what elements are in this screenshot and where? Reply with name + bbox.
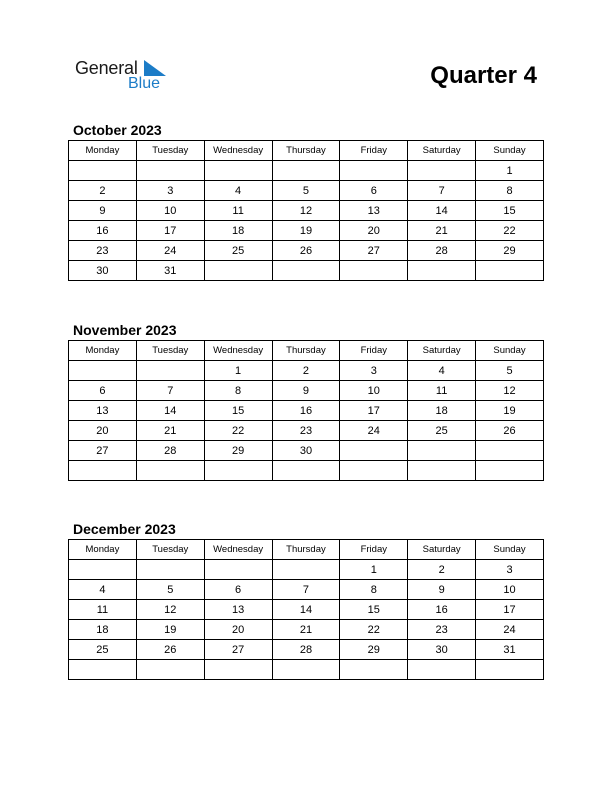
month-november	[68, 320, 544, 481]
day-cell: 18	[204, 221, 272, 241]
week-row	[69, 660, 544, 680]
day-cell: 25	[408, 421, 476, 441]
day-cell: 28	[136, 441, 204, 461]
weekday-header: Saturday	[408, 341, 476, 361]
day-cell: 14	[272, 600, 340, 620]
weekday-header: Friday	[340, 341, 408, 361]
day-cell: 10	[340, 381, 408, 401]
day-cell: 1	[476, 161, 544, 181]
day-cell: 15	[204, 401, 272, 421]
day-cell	[204, 261, 272, 281]
day-cell	[340, 461, 408, 481]
day-cell: 4	[69, 580, 137, 600]
weekday-header: Monday	[69, 341, 137, 361]
day-cell	[272, 261, 340, 281]
day-cell	[408, 461, 476, 481]
day-cell: 21	[136, 421, 204, 441]
day-cell: 29	[204, 441, 272, 461]
day-cell: 22	[476, 221, 544, 241]
day-cell: 23	[69, 241, 137, 261]
day-cell	[136, 560, 204, 580]
day-cell: 3	[476, 560, 544, 580]
day-cell	[272, 161, 340, 181]
calendar-table	[68, 539, 544, 680]
weekday-header: Tuesday	[136, 341, 204, 361]
day-cell: 14	[408, 201, 476, 221]
day-cell: 16	[69, 221, 137, 241]
day-cell	[204, 660, 272, 680]
day-cell: 11	[69, 600, 137, 620]
weekday-header: Saturday	[408, 540, 476, 560]
day-cell: 16	[408, 600, 476, 620]
day-cell: 27	[340, 241, 408, 261]
week-row	[69, 181, 544, 201]
weekday-header: Sunday	[476, 540, 544, 560]
day-cell	[204, 461, 272, 481]
day-cell: 22	[340, 620, 408, 640]
weekday-header-row	[69, 540, 544, 560]
day-cell: 15	[340, 600, 408, 620]
day-cell: 12	[476, 381, 544, 401]
day-cell	[476, 461, 544, 481]
weekday-header: Thursday	[272, 141, 340, 161]
day-cell	[408, 660, 476, 680]
day-cell: 31	[476, 640, 544, 660]
day-cell	[476, 261, 544, 281]
day-cell: 3	[136, 181, 204, 201]
day-cell: 24	[340, 421, 408, 441]
day-cell: 19	[476, 401, 544, 421]
day-cell	[272, 660, 340, 680]
day-cell	[340, 660, 408, 680]
day-cell: 9	[408, 580, 476, 600]
day-cell: 31	[136, 261, 204, 281]
day-cell: 29	[476, 241, 544, 261]
day-cell	[340, 261, 408, 281]
week-row	[69, 620, 544, 640]
day-cell	[204, 560, 272, 580]
day-cell: 1	[340, 560, 408, 580]
day-cell: 30	[69, 261, 137, 281]
week-row	[69, 381, 544, 401]
day-cell	[136, 461, 204, 481]
day-cell: 21	[408, 221, 476, 241]
day-cell: 24	[136, 241, 204, 261]
day-cell: 1	[204, 361, 272, 381]
day-cell: 17	[340, 401, 408, 421]
weekday-header: Wednesday	[204, 141, 272, 161]
weekday-header: Wednesday	[204, 540, 272, 560]
day-cell: 16	[272, 401, 340, 421]
day-cell: 12	[272, 201, 340, 221]
weekday-header: Thursday	[272, 540, 340, 560]
month-title: October 2023	[73, 122, 162, 138]
day-cell: 6	[204, 580, 272, 600]
weekday-header-row	[69, 341, 544, 361]
day-cell: 15	[476, 201, 544, 221]
day-cell: 20	[69, 421, 137, 441]
day-cell: 11	[204, 201, 272, 221]
logo-triangle-icon	[144, 60, 166, 76]
month-title: December 2023	[73, 521, 176, 537]
day-cell	[476, 441, 544, 461]
day-cell: 5	[476, 361, 544, 381]
day-cell: 7	[136, 381, 204, 401]
week-row	[69, 600, 544, 620]
day-cell: 9	[272, 381, 340, 401]
day-cell: 8	[204, 381, 272, 401]
logo-text-general: General	[75, 58, 138, 78]
day-cell: 18	[408, 401, 476, 421]
day-cell: 5	[272, 181, 340, 201]
calendar-table	[68, 140, 544, 281]
page-title: Quarter 4	[430, 62, 537, 89]
weekday-header: Tuesday	[136, 141, 204, 161]
day-cell: 19	[272, 221, 340, 241]
day-cell: 30	[408, 640, 476, 660]
day-cell: 2	[272, 361, 340, 381]
day-cell: 13	[204, 600, 272, 620]
week-row	[69, 401, 544, 421]
day-cell: 22	[204, 421, 272, 441]
day-cell: 28	[408, 241, 476, 261]
day-cell: 20	[204, 620, 272, 640]
day-cell: 4	[204, 181, 272, 201]
day-cell	[69, 461, 137, 481]
week-row	[69, 640, 544, 660]
day-cell: 6	[69, 381, 137, 401]
weekday-header: Monday	[69, 141, 137, 161]
day-cell	[69, 560, 137, 580]
day-cell: 23	[272, 421, 340, 441]
day-cell: 27	[204, 640, 272, 660]
week-row	[69, 441, 544, 461]
day-cell: 13	[340, 201, 408, 221]
weekday-header: Sunday	[476, 341, 544, 361]
week-row	[69, 560, 544, 580]
day-cell: 20	[340, 221, 408, 241]
day-cell: 26	[272, 241, 340, 261]
week-row	[69, 580, 544, 600]
calendar-table	[68, 340, 544, 481]
day-cell: 10	[136, 201, 204, 221]
weekday-header: Monday	[69, 540, 137, 560]
logo-text-blue: Blue	[128, 75, 161, 92]
weekday-header: Saturday	[408, 141, 476, 161]
weekday-header: Thursday	[272, 341, 340, 361]
weekday-header: Sunday	[476, 141, 544, 161]
day-cell: 11	[408, 381, 476, 401]
day-cell: 14	[136, 401, 204, 421]
week-row	[69, 461, 544, 481]
day-cell: 8	[340, 580, 408, 600]
day-cell: 18	[69, 620, 137, 640]
week-row	[69, 201, 544, 221]
day-cell: 10	[476, 580, 544, 600]
day-cell: 24	[476, 620, 544, 640]
day-cell: 12	[136, 600, 204, 620]
day-cell: 3	[340, 361, 408, 381]
day-cell	[136, 161, 204, 181]
day-cell	[476, 660, 544, 680]
weekday-header-row	[69, 141, 544, 161]
weekday-header: Wednesday	[204, 341, 272, 361]
day-cell	[408, 441, 476, 461]
month-title: November 2023	[73, 322, 177, 338]
month-december	[68, 519, 544, 680]
day-cell: 17	[476, 600, 544, 620]
day-cell	[408, 161, 476, 181]
day-cell: 2	[408, 560, 476, 580]
day-cell: 30	[272, 441, 340, 461]
day-cell: 8	[476, 181, 544, 201]
week-row	[69, 161, 544, 181]
day-cell: 6	[340, 181, 408, 201]
day-cell: 5	[136, 580, 204, 600]
day-cell	[69, 361, 137, 381]
day-cell	[136, 660, 204, 680]
week-row	[69, 261, 544, 281]
logo	[75, 58, 185, 98]
day-cell	[272, 461, 340, 481]
day-cell	[272, 560, 340, 580]
day-cell: 26	[476, 421, 544, 441]
day-cell	[204, 161, 272, 181]
day-cell	[69, 161, 137, 181]
day-cell: 26	[136, 640, 204, 660]
weekday-header: Friday	[340, 141, 408, 161]
week-row	[69, 221, 544, 241]
week-row	[69, 361, 544, 381]
day-cell: 21	[272, 620, 340, 640]
day-cell: 29	[340, 640, 408, 660]
day-cell	[408, 261, 476, 281]
day-cell: 17	[136, 221, 204, 241]
day-cell	[340, 161, 408, 181]
day-cell: 25	[69, 640, 137, 660]
weekday-header: Friday	[340, 540, 408, 560]
month-october	[68, 120, 544, 281]
day-cell	[340, 441, 408, 461]
day-cell: 2	[69, 181, 137, 201]
day-cell	[69, 660, 137, 680]
weekday-header: Tuesday	[136, 540, 204, 560]
day-cell: 13	[69, 401, 137, 421]
week-row	[69, 421, 544, 441]
day-cell: 19	[136, 620, 204, 640]
day-cell: 28	[272, 640, 340, 660]
week-row	[69, 241, 544, 261]
day-cell: 23	[408, 620, 476, 640]
day-cell: 7	[272, 580, 340, 600]
day-cell: 9	[69, 201, 137, 221]
day-cell: 7	[408, 181, 476, 201]
day-cell: 25	[204, 241, 272, 261]
day-cell	[136, 361, 204, 381]
day-cell: 27	[69, 441, 137, 461]
day-cell: 4	[408, 361, 476, 381]
